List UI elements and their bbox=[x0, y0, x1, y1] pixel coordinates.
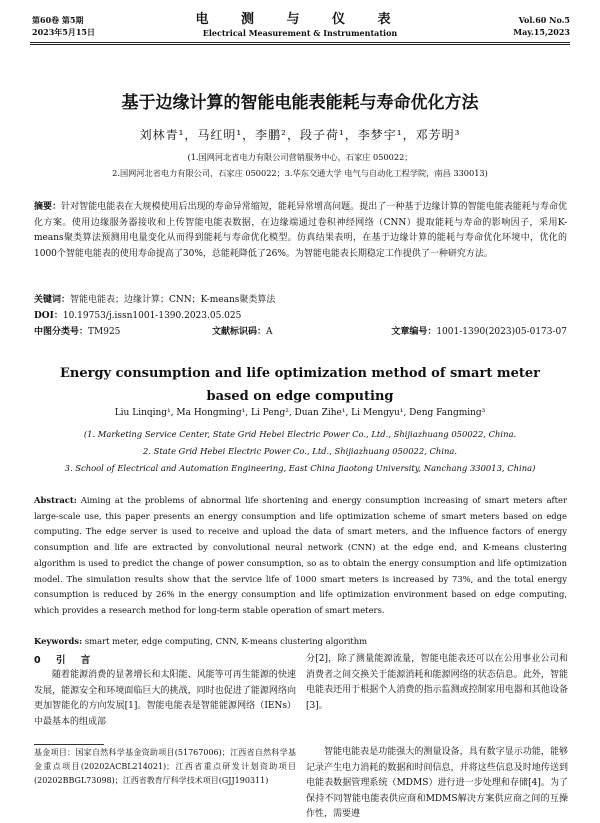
authors-cn: 刘林青¹，马红明¹，李鹏²，段子荷¹，李梦宇¹，邓芳明³ bbox=[139, 128, 461, 142]
abstract-en bbox=[34, 493, 567, 619]
title-en-line2: based on edge computing bbox=[206, 389, 394, 404]
fund-footnote: 基金项目：国家自然科学基金资助项目(51767006)；江西省自然科学基金重点项目(20202ACBL214021)；江西省重点研发计划资助项目(20202BBGL73098)；江西省教育厅科学技术项目(GJJ190311) bbox=[34, 748, 296, 785]
affiliation-en-3: 3. School of Electrical and Automation Engineering, East China Jiaotong University, Nanchang 330013, China) bbox=[64, 463, 536, 473]
header-center bbox=[0, 12, 600, 39]
abstract-cn-text: 针对智能电能表在大规模使用后出现的寿命异常缩短，能耗异常增高问题。提出了一种基于边缘计算的智能电能表能耗与寿命优化方案。使用边缘服务器接收和上传智能电能表数据，在边缘端通过卷积神经网络（CNN）提取能耗与寿命的影响因子，采用K-means聚类算法预测用电量变化从而得到能耗与寿命优化模型。仿真结果表明，在基于边缘计算的能耗与寿命优化环境中，优化的1000个智能电能表的使用寿命提高了30%，总能耗降低了26%。为智能电能表长期稳定工作提供了一种研究方法。 bbox=[34, 202, 567, 259]
doi-value: 10.19753/j.issn1001-1390.2023.05.025 bbox=[62, 311, 242, 321]
date-cn: 2023年5月15日 bbox=[32, 27, 95, 37]
section-title: 引 言 bbox=[55, 655, 97, 666]
volume-cn: 第60卷 第5期 bbox=[32, 15, 84, 25]
section-heading bbox=[34, 652, 96, 666]
clc-code bbox=[34, 326, 120, 339]
section-number: 0 bbox=[34, 655, 47, 666]
authors-en: Liu Linqing¹, Ma Hongming¹, Li Peng², Duan Zihe¹, Li Mengyu¹, Deng Fangming³ bbox=[114, 408, 486, 418]
keywords-cn-label: 关键词： bbox=[34, 295, 71, 305]
journal-name-en: Electrical Measurement & Instrumentation bbox=[202, 28, 398, 38]
header-rule-2 bbox=[30, 44, 570, 45]
clc-value: TM925 bbox=[88, 327, 121, 337]
abstract-cn bbox=[34, 200, 567, 262]
intro-right-paragraph-2: 智能电能表是功能强大的测量设备，具有数字显示功能，能够记录产生电力消耗的数据和时间信息，并将这些信息及时地传送到电能表数据管理系统（MDMS）进行进一步处理和存储[4]。为了保持不同智能电能表供应商和MDMS解决方案供应商之间的互操作性，需要遵 bbox=[306, 747, 568, 819]
affiliation-en-1: (1. Marketing Service Center, State Grid Hebei Electric Power Co., Ltd., Shijiazhuang 050022, China. bbox=[83, 429, 517, 439]
footnote-rule bbox=[34, 744, 104, 745]
art-label: 文章编号： bbox=[391, 327, 437, 337]
abstract-cn-label: 摘要： bbox=[34, 202, 62, 212]
doc-code bbox=[212, 326, 273, 339]
clc-label: 中图分类号： bbox=[34, 327, 89, 337]
volume-en: Vol.60 No.5 bbox=[518, 15, 570, 25]
page-title-en bbox=[0, 362, 600, 408]
keywords-en bbox=[34, 636, 567, 646]
affiliation-cn-1: (1.国网河北省电力有限公司营销服务中心，石家庄 050022； bbox=[187, 152, 413, 162]
keywords-en-label: Keywords: bbox=[34, 636, 83, 646]
abstract-en-text: Aiming at the problems of abnormal life shortening and energy consumption increasing of smart meters after large-scale use, this paper presents an energy consumption and life optimization scheme of smart meters based on edge computing. The edge server is used to receive and upload the data of smart meters, and the influence factors of energy consumption and life are extracted by convolutional neural network (CNN) at the edge end, and K-means clustering algorithm is used to predict the change of power consumption, so as to obtain the energy consumption and life optimization model. The simulation results show that the service life of 1000 smart meters is increased by 73%, and the total energy consumption is reduced by 26% in the energy consumption and life optimization environment based on edge computing, which provides a research method for long-term stable operation of smart meters. bbox=[34, 495, 567, 615]
abstract-en-label: Abstract: bbox=[34, 495, 77, 505]
affiliation-cn-2: 2.国网河北省电力有限公司，石家庄 050022；3.华东交通大学 电气与自动化工程学院，南昌 330013) bbox=[112, 168, 488, 178]
intro-left-paragraph: 随着能源消费的显著增长和太阳能、风能等可再生能源的快速发展，能源安全和环境面临巨大的挑战，同时也促进了能源网络向更加智能化的方向发展[1]。智能电能表是智能能源网络（IENs）中最基本的组成部 bbox=[34, 670, 296, 727]
affiliation-en-2: 2. State Grid Hebei Electric Power Co., Ltd., Shijiazhuang 050022, China. bbox=[142, 446, 458, 456]
doi-line bbox=[34, 310, 567, 323]
journal-name-cn: 电 测 与 仪 表 bbox=[195, 12, 405, 27]
header-rule bbox=[30, 42, 570, 43]
keywords-en-text: smart meter, edge computing, CNN, K-means clustering algorithm bbox=[82, 636, 368, 646]
doc-value: A bbox=[266, 327, 273, 337]
article-number bbox=[391, 326, 567, 339]
header-right bbox=[513, 14, 570, 38]
page-title-cn: 基于边缘计算的智能电能表能耗与寿命优化方法 bbox=[121, 93, 479, 113]
keywords-cn bbox=[34, 294, 567, 307]
title-en-line1: Energy consumption and life optimization method of smart meter bbox=[59, 366, 541, 381]
doi-label: DOI： bbox=[34, 311, 63, 321]
art-value: 1001-1390(2023)05-0173-07 bbox=[436, 327, 567, 337]
date-en: May.15,2023 bbox=[513, 27, 570, 37]
keywords-cn-text: 智能电能表；边缘计算；CNN；K-means聚类算法 bbox=[70, 295, 276, 305]
intro-right-paragraph-1: 分[2]，除了测量能源流量，智能电能表还可以在公用事业公司和消费者之间交换关于能源消耗和能源网络的状态信息。此外，智能电能表还用于根据个人消费的指示监测或控制家用电器和其他设备[3]。 bbox=[306, 654, 568, 711]
doc-label: 文献标识码： bbox=[212, 327, 267, 337]
